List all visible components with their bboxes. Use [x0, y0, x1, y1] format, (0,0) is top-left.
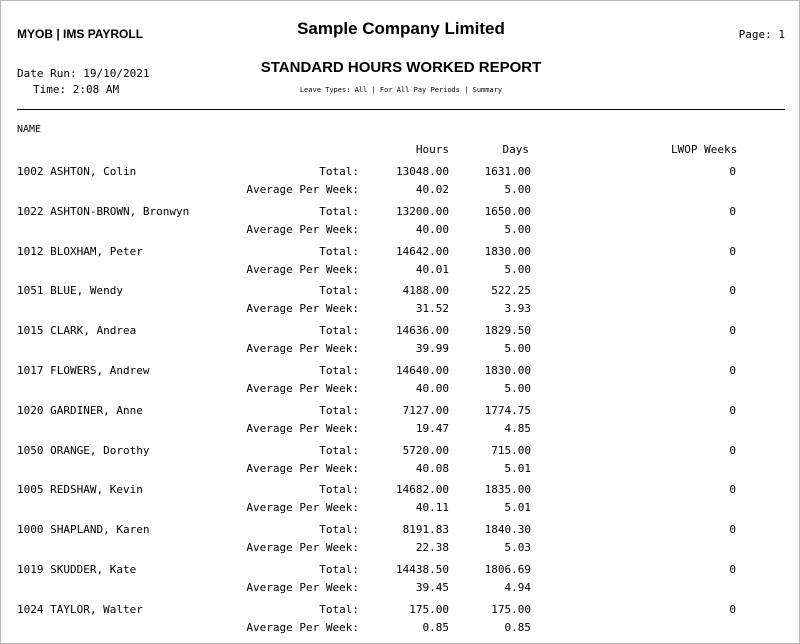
total-hours: 5720.00: [402, 443, 449, 457]
total-hours: 175.00: [409, 602, 449, 616]
page-number: Page: 1: [738, 28, 785, 41]
average-days: 5.03: [504, 541, 531, 555]
lwop-weeks: 0: [729, 324, 736, 338]
total-days: 1840.30: [484, 523, 531, 537]
average-per-week-label: Average Per Week:: [246, 461, 359, 475]
total-days: 1650.00: [484, 204, 531, 218]
header-divider: [17, 109, 785, 110]
average-days: 5.00: [504, 262, 531, 276]
average-hours: 40.00: [415, 381, 449, 395]
average-per-week-label: Average Per Week:: [246, 222, 359, 236]
total-hours: 14682.00: [396, 483, 449, 497]
average-days: 4.94: [504, 580, 531, 594]
total-label: Total:: [319, 403, 359, 417]
employee-name: 1012 BLOXHAM, Peter: [17, 244, 143, 258]
total-label: Total:: [319, 324, 359, 338]
average-per-week-label: Average Per Week:: [246, 501, 359, 515]
table-row: [1, 523, 800, 563]
company-name: Sample Company Limited: [297, 19, 505, 38]
total-label: Total:: [319, 523, 359, 537]
average-hours: 40.11: [415, 501, 449, 515]
lwop-weeks: 0: [729, 244, 736, 258]
total-label: Total:: [319, 204, 359, 218]
employee-name: 1024 TAYLOR, Walter: [17, 602, 143, 616]
average-hours: 40.00: [415, 222, 449, 236]
table-row: [1, 444, 800, 484]
total-days: 1829.50: [484, 324, 531, 338]
average-hours: 40.02: [415, 183, 449, 196]
average-days: 5.00: [504, 342, 531, 356]
lwop-weeks: 0: [729, 363, 736, 377]
average-hours: 31.52: [415, 302, 449, 316]
employee-name: 1019 SKUDDER, Kate: [17, 562, 137, 576]
table-row: [1, 284, 800, 324]
average-days: 5.00: [504, 381, 531, 395]
total-label: Total:: [319, 244, 359, 258]
total-hours: 13200.00: [396, 204, 449, 218]
average-per-week-label: Average Per Week:: [246, 342, 359, 356]
table-row: [1, 404, 800, 444]
employee-name: 1050 ORANGE, Dorothy: [17, 443, 150, 457]
average-days: 5.00: [504, 222, 531, 236]
lwop-weeks: 0: [729, 443, 736, 457]
average-hours: 39.45: [415, 580, 449, 594]
average-days: 3.93: [504, 302, 531, 316]
average-days: 5.01: [504, 461, 531, 475]
total-hours: 14642.00: [396, 244, 449, 258]
lwop-weeks: 0: [729, 602, 736, 616]
average-per-week-label: Average Per Week:: [246, 541, 359, 555]
column-header-days: Days: [502, 143, 529, 156]
average-hours: 0.85: [422, 620, 449, 634]
total-hours: 13048.00: [396, 165, 449, 178]
total-hours: 7127.00: [402, 403, 449, 417]
total-hours: 14636.00: [396, 324, 449, 338]
column-header-lwop-weeks: LWOP Weeks: [671, 143, 738, 156]
average-days: 5.00: [504, 183, 531, 196]
employee-name: 1022 ASHTON-BROWN, Bronwyn: [17, 204, 190, 218]
total-hours: 14438.50: [396, 562, 449, 576]
lwop-weeks: 0: [729, 403, 736, 417]
employee-name: 1051 BLUE, Wendy: [17, 284, 123, 298]
table-row: [1, 603, 800, 643]
average-per-week-label: Average Per Week:: [246, 580, 359, 594]
lwop-weeks: 0: [729, 483, 736, 497]
lwop-weeks: 0: [729, 204, 736, 218]
total-label: Total:: [319, 562, 359, 576]
total-label: Total:: [319, 602, 359, 616]
total-hours: 4188.00: [402, 284, 449, 298]
average-per-week-label: Average Per Week:: [246, 262, 359, 276]
total-hours: 14640.00: [396, 363, 449, 377]
total-days: 1830.00: [484, 244, 531, 258]
total-days: 1835.00: [484, 483, 531, 497]
date-run: Date Run: 19/10/2021: [17, 67, 150, 80]
total-label: Total:: [319, 483, 359, 497]
average-hours: 39.99: [415, 342, 449, 356]
column-header-hours: Hours: [415, 143, 449, 156]
total-days: 175.00: [491, 602, 531, 616]
lwop-weeks: 0: [729, 562, 736, 576]
average-days: 5.01: [504, 501, 531, 515]
average-days: 0.85: [504, 620, 531, 634]
report-title: STANDARD HOURS WORKED REPORT: [260, 59, 542, 76]
table-row: [1, 165, 800, 205]
employee-name: 1020 GARDINER, Anne: [17, 403, 143, 417]
total-days: 522.25: [491, 284, 531, 298]
total-label: Total:: [319, 363, 359, 377]
employee-name: 1015 CLARK, Andrea: [17, 324, 137, 338]
employee-rows: [1, 165, 800, 643]
employee-name: 1002 ASHTON, Colin: [17, 165, 137, 178]
lwop-weeks: 0: [729, 523, 736, 537]
average-hours: 19.47: [415, 421, 449, 435]
table-row: [1, 563, 800, 603]
table-row: [1, 483, 800, 523]
total-days: 715.00: [491, 443, 531, 457]
table-row: [1, 205, 800, 245]
employee-name: 1000 SHAPLAND, Karen: [17, 523, 150, 537]
total-days: 1806.69: [484, 562, 531, 576]
column-header-name: NAME: [17, 124, 42, 135]
lwop-weeks: 0: [729, 165, 736, 178]
app-name: MYOB | IMS PAYROLL: [17, 27, 144, 41]
average-per-week-label: Average Per Week:: [246, 183, 359, 196]
total-days: 1774.75: [484, 403, 531, 417]
table-row: [1, 324, 800, 364]
table-row: [1, 245, 800, 285]
average-per-week-label: Average Per Week:: [246, 620, 359, 634]
average-hours: 22.38: [415, 541, 449, 555]
employee-name: 1017 FLOWERS, Andrew: [17, 363, 150, 377]
average-per-week-label: Average Per Week:: [246, 381, 359, 395]
employee-name: 1005 REDSHAW, Kevin: [17, 483, 143, 497]
average-hours: 40.08: [415, 461, 449, 475]
average-per-week-label: Average Per Week:: [246, 421, 359, 435]
report-subtitle: Leave Types: All | For All Pay Periods | Summary: [299, 86, 503, 94]
time-run: Time: 2:08 AM: [33, 83, 120, 96]
total-days: 1631.00: [484, 165, 531, 178]
table-row: [1, 364, 800, 404]
total-hours: 8191.83: [402, 523, 449, 537]
average-hours: 40.01: [415, 262, 449, 276]
total-days: 1830.00: [484, 363, 531, 377]
average-per-week-label: Average Per Week:: [246, 302, 359, 316]
total-label: Total:: [319, 443, 359, 457]
average-days: 4.85: [504, 421, 531, 435]
total-label: Total:: [319, 284, 359, 298]
total-label: Total:: [319, 165, 359, 178]
lwop-weeks: 0: [729, 284, 736, 298]
